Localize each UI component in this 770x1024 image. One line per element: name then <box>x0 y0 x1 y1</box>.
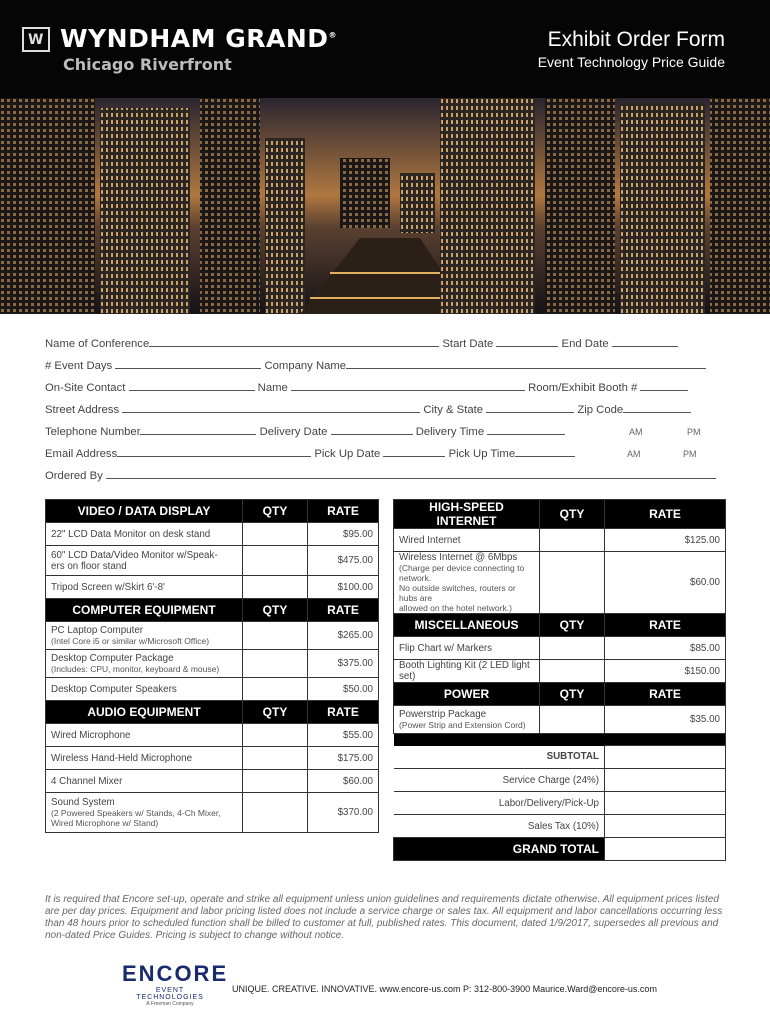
table-row <box>394 529 726 552</box>
pickup-am[interactable]: AM <box>627 449 641 459</box>
start-date-field[interactable] <box>496 332 558 347</box>
form-row-telephone <box>45 420 726 442</box>
item-cell <box>46 650 243 678</box>
conference-field[interactable] <box>149 332 439 347</box>
encore-logo-text: ENCORE <box>122 961 229 986</box>
order-form-fields <box>45 332 726 486</box>
delivery-date-field[interactable] <box>331 420 413 435</box>
email-field[interactable] <box>117 442 311 457</box>
city-state-label: City & State <box>423 404 484 416</box>
section-header-internet <box>394 500 726 529</box>
pickup-time-field[interactable] <box>515 442 575 457</box>
table-row <box>46 770 379 793</box>
table-row <box>394 637 726 660</box>
item-rate: $265.00 <box>308 622 379 650</box>
company-name-field[interactable] <box>346 354 706 369</box>
section-header-power <box>394 683 726 706</box>
rate-header: RATE <box>605 614 726 637</box>
item-rate: $125.00 <box>605 529 726 552</box>
item-rate: $475.00 <box>308 546 379 576</box>
end-date-field[interactable] <box>612 332 678 347</box>
tax-field[interactable] <box>605 815 726 838</box>
pickup-date-label: Pick Up Date <box>314 448 381 460</box>
city-state-field[interactable] <box>486 398 574 413</box>
service-label: Service Charge (24%) <box>394 769 605 792</box>
rate-header: RATE <box>308 500 379 523</box>
encore-logo-sub: EVENT TECHNOLOGIES <box>136 987 204 1001</box>
event-days-field[interactable] <box>115 354 261 369</box>
qty-header: QTY <box>243 500 308 523</box>
item-cell <box>394 706 540 734</box>
name-field[interactable] <box>291 376 525 391</box>
qty-input[interactable] <box>243 678 308 701</box>
qty-input[interactable] <box>243 793 308 833</box>
item-note: (2 Powered Speakers w/ Stands, 4-Ch Mixer, <box>51 808 221 818</box>
zip-field[interactable] <box>623 398 691 413</box>
header-bar <box>0 0 770 98</box>
qty-input[interactable] <box>243 724 308 747</box>
qty-input[interactable] <box>540 529 605 552</box>
section-title: COMPUTER EQUIPMENT <box>46 599 243 622</box>
table-row <box>46 724 379 747</box>
onsite-contact-field[interactable] <box>129 376 255 391</box>
item-note: allowed on the hotel network.) <box>399 603 512 613</box>
wyndham-logo-icon: W <box>22 27 50 52</box>
city-skyline-photo <box>0 98 770 314</box>
rate-header: RATE <box>605 683 726 706</box>
item-rate: $175.00 <box>308 747 379 770</box>
qty-input[interactable] <box>540 706 605 734</box>
item-rate: $85.00 <box>605 637 726 660</box>
page-subtitle: Event Technology Price Guide <box>537 54 725 70</box>
item-name: Wireless Internet @ 6Mbps <box>399 552 518 563</box>
form-row-event-days <box>45 354 726 376</box>
conference-label: Name of Conference <box>45 338 150 350</box>
pickup-time-label: Pick Up Time <box>448 448 516 460</box>
qty-input[interactable] <box>243 747 308 770</box>
qty-input[interactable] <box>243 546 308 576</box>
section-title: AUDIO EQUIPMENT <box>46 701 243 724</box>
table-row <box>394 706 726 734</box>
item-rate: $60.00 <box>605 552 726 614</box>
item-note: Wired Microphone w/ Stand) <box>51 818 159 828</box>
spacer-row <box>394 734 726 746</box>
grand-total-field[interactable] <box>605 838 726 861</box>
rate-header: RATE <box>308 701 379 724</box>
service-row <box>394 769 726 792</box>
qty-input[interactable] <box>243 523 308 546</box>
item-rate: $375.00 <box>308 650 379 678</box>
rate-header: RATE <box>605 500 726 529</box>
form-row-conference <box>45 332 726 354</box>
item-rate: $100.00 <box>308 576 379 599</box>
section-title: VIDEO / DATA DISPLAY <box>46 500 243 523</box>
item-name: Wireless Hand-Held Microphone <box>46 747 243 770</box>
pickup-date-field[interactable] <box>383 442 445 457</box>
subtotal-row <box>394 746 726 769</box>
item-name: 4 Channel Mixer <box>46 770 243 793</box>
form-row-street <box>45 398 726 420</box>
item-note: (Intel Core i5 or similar w/Microsoft Office) <box>51 636 210 646</box>
left-price-table <box>45 499 379 833</box>
table-row <box>46 576 379 599</box>
item-note: No outside switches, routers or hubs are <box>399 583 516 603</box>
rate-header: RATE <box>308 599 379 622</box>
event-days-label: # Event Days <box>45 360 113 372</box>
item-rate: $95.00 <box>308 523 379 546</box>
qty-header: QTY <box>540 614 605 637</box>
service-field[interactable] <box>605 769 726 792</box>
labor-row <box>394 792 726 815</box>
item-rate: $35.00 <box>605 706 726 734</box>
ordered-by-label: Ordered By <box>45 470 103 482</box>
booth-label: Room/Exhibit Booth # <box>528 382 638 394</box>
end-date-label: End Date <box>561 338 609 350</box>
form-row-ordered-by <box>45 464 726 486</box>
delivery-time-field[interactable] <box>487 420 565 435</box>
grand-total-row <box>394 838 726 861</box>
item-rate: $50.00 <box>308 678 379 701</box>
item-note: (Charge per device connecting to network. <box>399 563 525 583</box>
item-rate: $150.00 <box>605 660 726 683</box>
booth-field[interactable] <box>640 376 688 391</box>
item-name: Desktop Computer Speakers <box>46 678 243 701</box>
section-header-audio <box>46 701 379 724</box>
section-header-computer <box>46 599 379 622</box>
telephone-field[interactable] <box>140 420 256 435</box>
encore-logo <box>122 961 229 1007</box>
section-title: HIGH-SPEED INTERNET <box>394 500 540 529</box>
item-name: Flip Chart w/ Markers <box>394 637 540 660</box>
encore-logo-tiny: A Freeman Company <box>146 1001 194 1007</box>
telephone-label: Telephone Number <box>45 426 141 438</box>
qty-header: QTY <box>540 500 605 529</box>
item-rate: $370.00 <box>308 793 379 833</box>
tax-row <box>394 815 726 838</box>
item-note: (Includes: CPU, monitor, keyboard & mouse) <box>51 664 220 674</box>
section-title: MISCELLANEOUS <box>394 614 540 637</box>
table-row <box>46 678 379 701</box>
section-header-misc <box>394 614 726 637</box>
qty-header: QTY <box>243 599 308 622</box>
item-name: Tripod Screen w/Skirt 6'-8' <box>46 576 243 599</box>
item-cell <box>394 552 540 614</box>
item-name: Wired Internet <box>394 529 540 552</box>
subtotal-label: SUBTOTAL <box>394 746 605 769</box>
footer-tagline: UNIQUE. CREATIVE. INNOVATIVE. www.encore-us.com P: 312-800-3900 Maurice.Ward@encore-us.com <box>232 984 657 994</box>
qty-input[interactable] <box>540 660 605 683</box>
qty-input[interactable] <box>540 552 605 614</box>
item-name: Wired Microphone <box>46 724 243 747</box>
qty-input[interactable] <box>243 622 308 650</box>
spacer <box>394 734 726 746</box>
item-name: Powerstrip Package <box>399 709 487 720</box>
item-cell <box>46 546 243 576</box>
brand-name: WYNDHAM GRAND® <box>60 24 337 53</box>
item-name: PC Laptop Computer <box>51 625 144 636</box>
qty-input[interactable] <box>243 650 308 678</box>
item-name: 60" LCD Data/Video Monitor w/Speak- <box>51 549 218 561</box>
section-title: POWER <box>394 683 540 706</box>
disclaimer-text: It is required that Encore set-up, operate and strike all equipment unless union guidelines and requirements dictate otherwise. All equipment prices listed are per day prices. Equipment and labor pricing listed does not include a service charge or sales tax. All equipment and labor cancellations occurring less than 48 hours prior to scheduled function shall be billed to customer at full, published rates. This document, dated 1/9/2017, supersedes all previous and non-dated Price Guides. Pricing is subject to change without notice. <box>45 894 723 941</box>
table-row <box>46 747 379 770</box>
item-name: Sound System <box>51 797 115 808</box>
company-name-label: Company Name <box>264 360 347 372</box>
zip-label: Zip Code <box>577 404 624 416</box>
item-cell <box>46 622 243 650</box>
email-label: Email Address <box>45 448 118 460</box>
subtotal-field[interactable] <box>605 746 726 769</box>
delivery-am[interactable]: AM <box>629 427 643 437</box>
start-date-label: Start Date <box>442 338 494 350</box>
form-row-onsite <box>45 376 726 398</box>
labor-field[interactable] <box>605 792 726 815</box>
street-label: Street Address <box>45 404 120 416</box>
onsite-contact-label: On-Site Contact <box>45 382 126 394</box>
qty-input[interactable] <box>243 770 308 793</box>
ordered-by-field[interactable] <box>106 464 716 479</box>
name-label: Name <box>257 382 288 394</box>
pickup-pm[interactable]: PM <box>683 449 697 459</box>
delivery-pm[interactable]: PM <box>687 427 701 437</box>
qty-header: QTY <box>540 683 605 706</box>
item-name: Booth Lighting Kit (2 LED light set) <box>394 660 540 683</box>
skyline-illustration <box>0 98 770 314</box>
table-row <box>46 523 379 546</box>
item-rate: $55.00 <box>308 724 379 747</box>
table-row <box>394 660 726 683</box>
item-name: Desktop Computer Package <box>51 653 174 664</box>
item-note: (Power Strip and Extension Cord) <box>399 720 526 730</box>
grand-total-label: GRAND TOTAL <box>394 838 605 861</box>
delivery-time-label: Delivery Time <box>415 426 485 438</box>
labor-label: Labor/Delivery/Pick-Up <box>394 792 605 815</box>
qty-input[interactable] <box>243 576 308 599</box>
table-row <box>394 552 726 614</box>
table-row <box>46 793 379 833</box>
page-title: Exhibit Order Form <box>547 28 725 51</box>
qty-header: QTY <box>243 701 308 724</box>
item-name: 22" LCD Data Monitor on desk stand <box>46 523 243 546</box>
form-row-email <box>45 442 726 464</box>
delivery-date-label: Delivery Date <box>259 426 328 438</box>
item-cell <box>46 793 243 833</box>
table-row <box>46 650 379 678</box>
tax-label: Sales Tax (10%) <box>394 815 605 838</box>
qty-input[interactable] <box>540 637 605 660</box>
item-name-cont: ers on floor stand <box>51 560 127 572</box>
brand-location: Chicago Riverfront <box>63 55 232 74</box>
right-price-table <box>393 499 726 861</box>
table-row <box>46 546 379 576</box>
item-rate: $60.00 <box>308 770 379 793</box>
street-field[interactable] <box>122 398 420 413</box>
table-row <box>46 622 379 650</box>
section-header-video <box>46 500 379 523</box>
